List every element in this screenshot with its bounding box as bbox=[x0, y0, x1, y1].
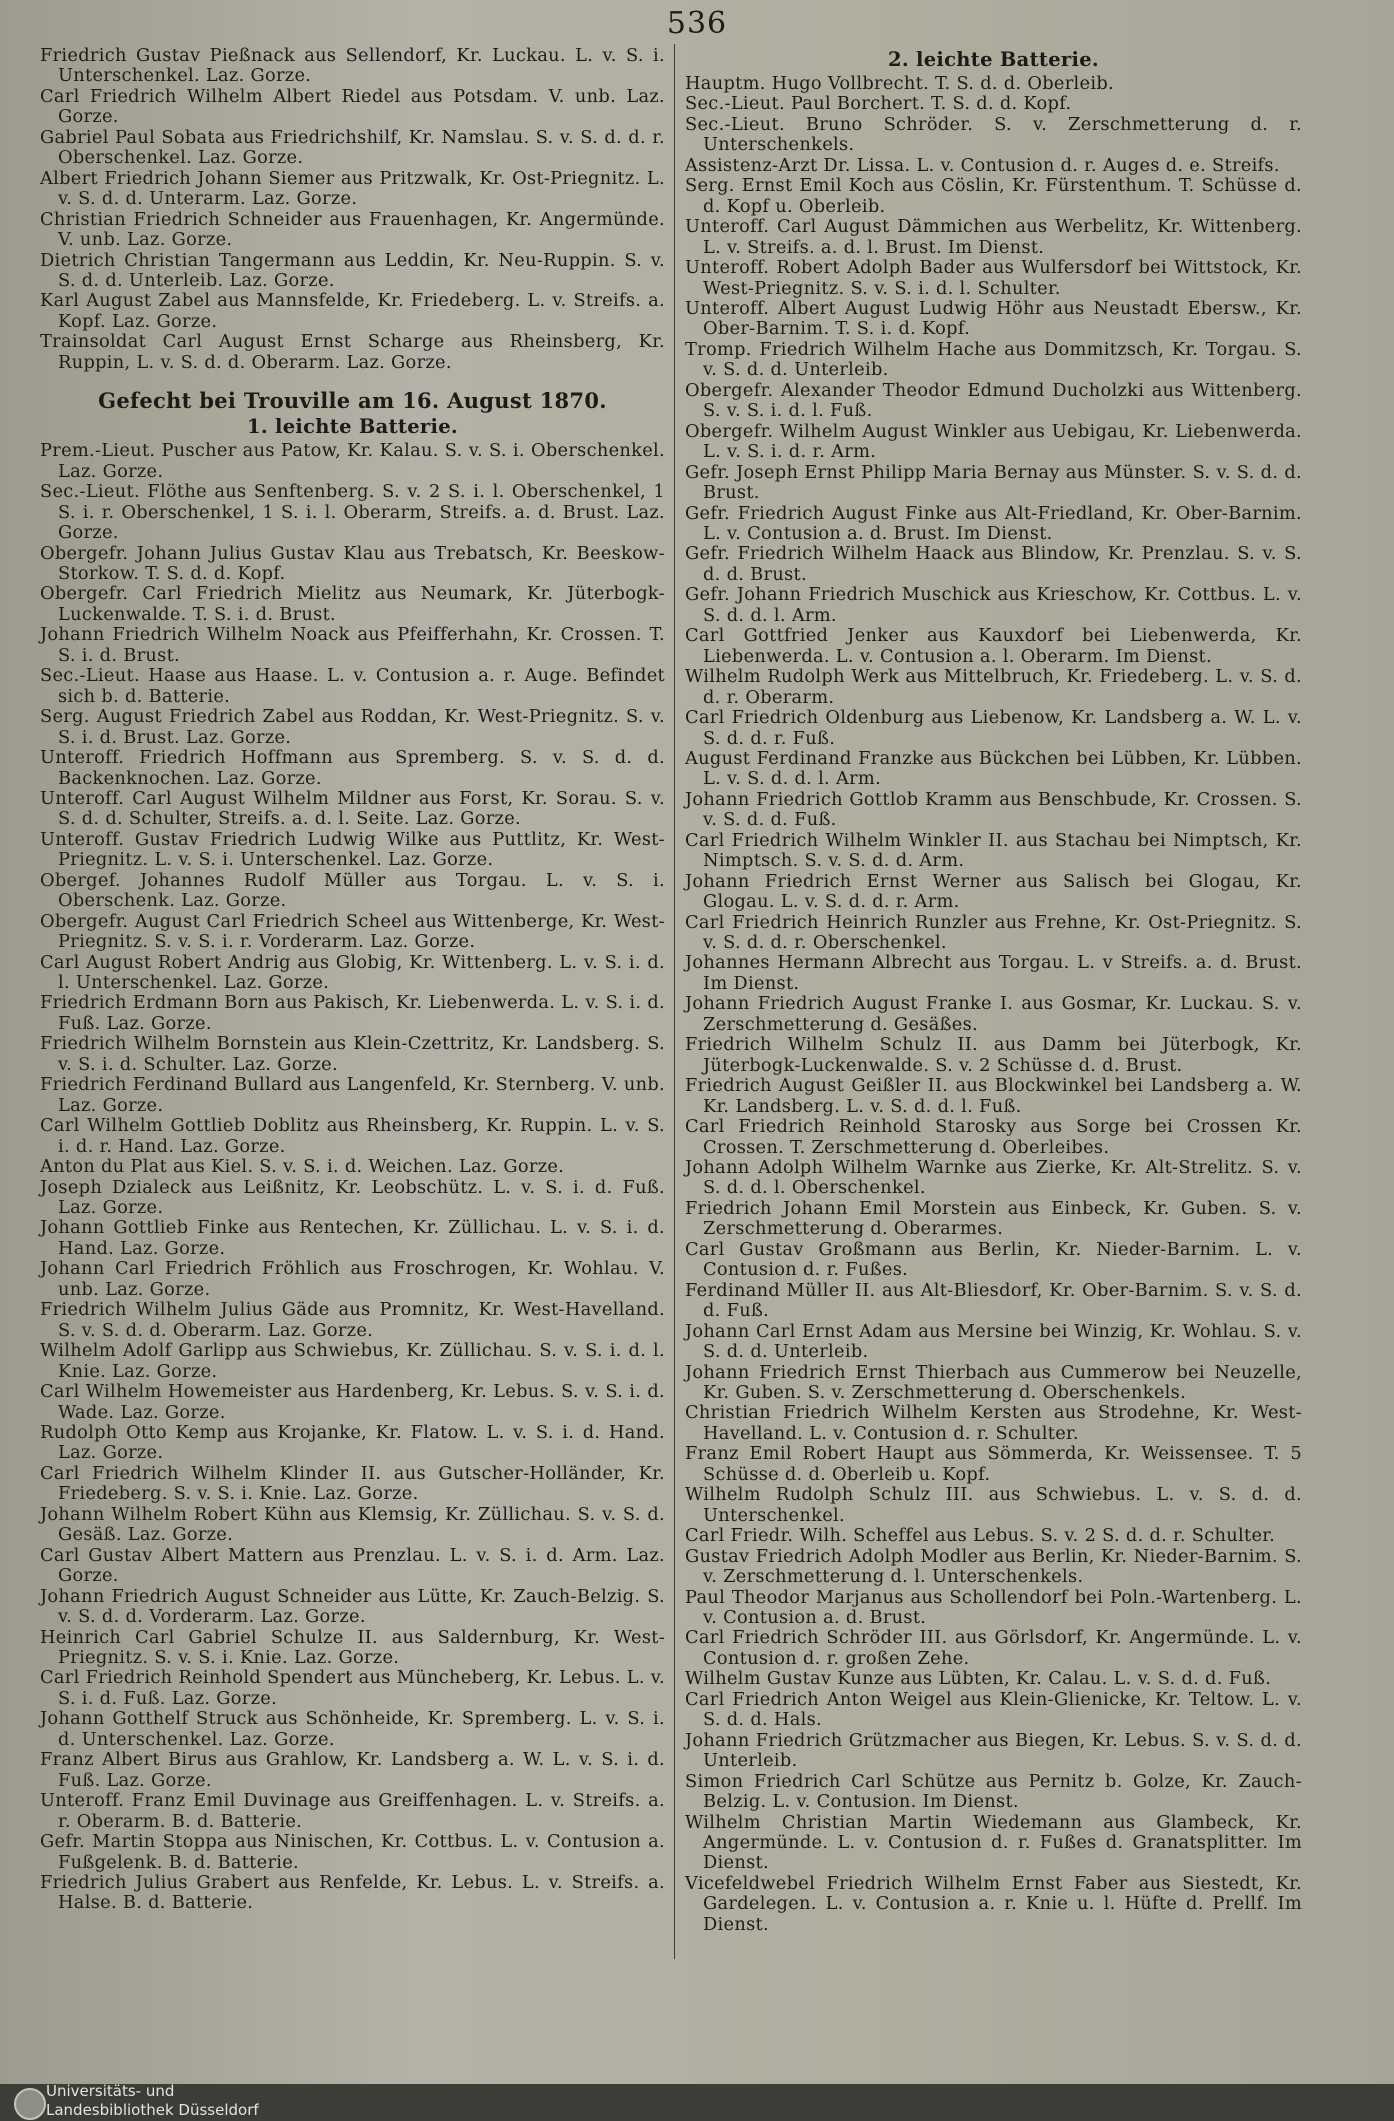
casualty-entry: Wilhelm Rudolph Schulz III. aus Schwiebus. L. v. S. d. d. Unterschenkel. bbox=[685, 1484, 1302, 1526]
casualty-entry: Carl Friedrich Reinhold Starosky aus Sorge bei Crossen Kr. Crossen. T. Zerschmetterung d. Oberleibes. bbox=[685, 1116, 1302, 1158]
casualty-entry: Heinrich Carl Gabriel Schulze II. aus Saldernburg, Kr. West-Priegnitz. S. v. S. i. Knie. Laz. Gorze. bbox=[40, 1626, 665, 1668]
casualty-entry: Friedrich Gustav Pießnack aus Sellendorf, Kr. Luckau. L. v. S. i. Unterschenkel. Laz. Gorze. bbox=[40, 45, 665, 87]
casualty-entry: Karl August Zabel aus Mannsfelde, Kr. Friedeberg. L. v. Streifs. a. Kopf. Laz. Gorze. bbox=[40, 290, 665, 332]
casualty-entry: Carl Friedrich Anton Weigel aus Klein-Glienicke, Kr. Teltow. L. v. S. d. d. Hals. bbox=[685, 1688, 1302, 1731]
library-credit-line-1: Universitäts- und bbox=[46, 2082, 175, 2100]
casualty-entry: Carl August Robert Andrig aus Globig, Kr. Wittenberg. L. v. S. i. d. l. Unterschenkel. Laz. Gorze. bbox=[40, 951, 665, 994]
casualty-entry: Carl Friedrich Heinrich Runzler aus Frehne, Kr. Ost-Priegnitz. S. v. S. d. d. r. Oberschenkel. bbox=[685, 911, 1302, 954]
casualty-entry: Johann Gottlieb Finke aus Rentechen, Kr. Züllichau. L. v. S. i. d. Hand. Laz. Gorze. bbox=[40, 1217, 665, 1259]
casualty-entry: Johann Friedrich Gottlob Kramm aus Benschbude, Kr. Crossen. S. v. S. d. d. Fuß. bbox=[685, 788, 1302, 831]
casualty-entry: Unteroff. Carl August Wilhelm Mildner aus Forst, Kr. Sorau. S. v. S. d. d. Schulter, Streifs. a. d. l. Seite. Laz. Gorze. bbox=[40, 787, 665, 830]
left-column bbox=[40, 46, 665, 1914]
casualty-entry: Gefr. Martin Stoppa aus Ninischen, Kr. Cottbus. L. v. Contusion a. Fußgelenk. B. d. Batterie. bbox=[40, 1831, 665, 1873]
casualty-entry: Trainsoldat Carl August Ernst Scharge aus Rheinsberg, Kr. Ruppin, L. v. S. d. d. Oberarm. Laz. Gorze. bbox=[40, 331, 665, 373]
casualty-entry: Gefr. Friedrich August Finke aus Alt-Friedland, Kr. Ober-Barnim. L. v. Contusion a. d. Brust. Im Dienst. bbox=[685, 502, 1302, 544]
casualty-entry: Unteroff. Gustav Friedrich Ludwig Wilke aus Puttlitz, Kr. West-Priegnitz. L. v. S. i. Unterschenkel. Laz. Gorze. bbox=[40, 828, 665, 871]
casualty-entry: Johann Friedrich August Franke I. aus Gosmar, Kr. Luckau. S. v. Zerschmetterung d. Gesäßes. bbox=[685, 993, 1302, 1035]
casualty-entry: Gefr. Friedrich Wilhelm Haack aus Blindow, Kr. Prenzlau. S. v. S. d. d. Brust. bbox=[685, 543, 1302, 585]
casualty-entry: Obergef. Johannes Rudolf Müller aus Torgau. L. v. S. i. Oberschenk. Laz. Gorze. bbox=[40, 869, 665, 912]
casualty-entry: Vicefeldwebel Friedrich Wilhelm Ernst Faber aus Siestedt, Kr. Gardelegen. L. v. Contusion a. r. Knie u. l. Hüfte d. Prellf. Im Dienst. bbox=[685, 1872, 1302, 1935]
casualty-entry: Johann Friedrich Ernst Werner aus Salisch bei Glogau, Kr. Glogau. L. v. S. d. d. r. Arm. bbox=[685, 870, 1302, 913]
casualty-entry: Johannes Hermann Albrecht aus Torgau. L. v Streifs. a. d. Brust. Im Dienst. bbox=[685, 952, 1302, 994]
casualty-entry: Unteroff. Carl August Dämmichen aus Werbelitz, Kr. Wittenberg. L. v. Streifs. a. d. l. Brust. Im Dienst. bbox=[685, 216, 1302, 258]
casualty-entry: Rudolph Otto Kemp aus Krojanke, Kr. Flatow. L. v. S. i. d. Hand. Laz. Gorze. bbox=[40, 1422, 665, 1464]
casualty-entry: Prem.-Lieut. Puscher aus Patow, Kr. Kalau. S. v. S. i. Oberschenkel. Laz. Gorze. bbox=[40, 440, 665, 482]
casualty-entry: Hauptm. Hugo Vollbrecht. T. S. d. d. Oberleib. bbox=[685, 73, 1114, 94]
casualty-entry: Gefr. Joseph Ernst Philipp Maria Bernay aus Münster. S. v. S. d. d. Brust. bbox=[685, 461, 1302, 504]
casualty-entry: Serg. August Friedrich Zabel aus Roddan, Kr. West-Priegnitz. S. v. S. i. d. Brust. Laz. Gorze. bbox=[40, 706, 665, 748]
casualty-entry: Assistenz-Arzt Dr. Lissa. L. v. Contusion d. r. Auges d. e. Streifs. bbox=[685, 154, 1280, 176]
casualty-entry: Carl Friedrich Wilhelm Klinder II. aus Gutscher-Holländer, Kr. Friedeberg. S. v. S. i. Knie. Laz. Gorze. bbox=[40, 1462, 665, 1505]
casualty-entry: Albert Friedrich Johann Siemer aus Pritzwalk, Kr. Ost-Priegnitz. L. v. S. d. d. Unterarm. Laz. Gorze. bbox=[40, 167, 665, 210]
casualty-entry: Christian Friedrich Wilhelm Kersten aus Strodehne, Kr. West-Havelland. L. v. Contusion d. r. Schulter. bbox=[685, 1402, 1302, 1444]
casualty-entry: Carl Gustav Großmann aus Berlin, Kr. Nieder-Barnim. L. v. Contusion d. r. Fußes. bbox=[685, 1238, 1302, 1281]
casualty-entry: Carl Gustav Albert Mattern aus Prenzlau. L. v. S. i. d. Arm. Laz. Gorze. bbox=[40, 1544, 665, 1587]
casualty-entry: Christian Friedrich Schneider aus Frauenhagen, Kr. Angermünde. V. unb. Laz. Gorze. bbox=[40, 208, 665, 251]
casualty-entry: Unteroff. Franz Emil Duvinage aus Greiffenhagen. L. v. Streifs. a. r. Oberarm. B. d. Batterie. bbox=[40, 1790, 665, 1832]
casualty-entry: Unteroff. Albert August Ludwig Höhr aus Neustadt Ebersw., Kr. Ober-Barnim. T. S. i. d. Kopf. bbox=[685, 297, 1302, 340]
library-credit bbox=[46, 2082, 259, 2120]
casualty-entry: Johann Friedrich August Schneider aus Lütte, Kr. Zauch-Belzig. S. v. S. d. d. Vorderarm. Laz. Gorze. bbox=[40, 1585, 665, 1628]
casualty-entry: Wilhelm Christian Martin Wiedemann aus Glambeck, Kr. Angermünde. L. v. Contusion d. r. Fußes d. Granatsplitter. Im Dienst. bbox=[685, 1811, 1302, 1874]
casualty-entry: Sec.-Lieut. Haase aus Haase. L. v. Contusion a. r. Auge. Befindet sich b. d. Batterie. bbox=[40, 665, 665, 707]
casualty-entry: Sec.-Lieut. Bruno Schröder. S. v. Zerschmetterung d. r. Unterschenkels. bbox=[685, 113, 1302, 156]
casualty-entry: Wilhelm Adolf Garlipp aus Schwiebus, Kr. Züllichau. S. v. S. i. d. l. Knie. Laz. Gorze. bbox=[40, 1340, 665, 1382]
casualty-entry: Dietrich Christian Tangermann aus Leddin, Kr. Neu-Ruppin. S. v. S. d. d. Unterleib. Laz. Gorze. bbox=[40, 249, 665, 291]
casualty-entry: Joseph Dzialeck aus Leißnitz, Kr. Leobschütz. L. v. S. i. d. Fuß. Laz. Gorze. bbox=[40, 1176, 665, 1219]
casualty-entry: Obergefr. August Carl Friedrich Scheel aus Wittenberge, Kr. West-Priegnitz. S. v. S. i. r. Vorderarm. Laz. Gorze. bbox=[40, 910, 665, 953]
casualty-entry: Carl Friedrich Reinhold Spendert aus Müncheberg, Kr. Lebus. L. v. S. i. d. Fuß. Laz. Gorze. bbox=[40, 1667, 665, 1709]
casualty-entry: Franz Emil Robert Haupt aus Sömmerda, Kr. Weissensee. T. 5 Schüsse d. d. Oberleib u. Kopf. bbox=[685, 1443, 1302, 1485]
casualty-entry: Friedrich Wilhelm Julius Gäde aus Promnitz, Kr. West-Havelland. S. v. S. d. d. Oberarm. Laz. Gorze. bbox=[40, 1299, 665, 1341]
casualty-entry: August Ferdinand Franzke aus Bückchen bei Lübben, Kr. Lübben. L. v. S. d. d. l. Arm. bbox=[685, 747, 1302, 790]
section-heading: 1. leichte Batterie. bbox=[246, 415, 459, 439]
casualty-entry: Sec.-Lieut. Paul Borchert. T. S. d. d. Kopf. bbox=[685, 93, 1072, 115]
casualty-entry: Carl Wilhelm Gottlieb Doblitz aus Rheinsberg, Kr. Ruppin. L. v. S. i. d. r. Hand. Laz. Gorze. bbox=[40, 1115, 665, 1157]
casualty-entry: Carl Friedr. Wilh. Scheffel aus Lebus. S. v. 2 S. d. d. r. Schulter. bbox=[685, 1525, 1276, 1547]
casualty-entry: Paul Theodor Marjanus aus Schollendorf bei Poln.-Wartenberg. L. v. Contusion a. d. Brust. bbox=[685, 1586, 1302, 1628]
casualty-entry: Friedrich Wilhelm Bornstein aus Klein-Czettritz, Kr. Landsberg. S. v. S. i. d. Schulter. Laz. Gorze. bbox=[40, 1033, 665, 1075]
casualty-entry: Serg. Ernst Emil Koch aus Cöslin, Kr. Fürstenthum. T. Schüsse d. d. Kopf u. Oberleib. bbox=[685, 175, 1302, 217]
casualty-entry: Carl Friedrich Wilhelm Winkler II. aus Stachau bei Nimptsch, Kr. Nimptsch. S. v. S. d. d. Arm. bbox=[685, 829, 1302, 872]
casualty-entry: Carl Wilhelm Howemeister aus Hardenberg, Kr. Lebus. S. v. S. i. d. Wade. Laz. Gorze. bbox=[40, 1381, 665, 1423]
casualty-entry: Obergefr. Johann Julius Gustav Klau aus Trebatsch, Kr. Beeskow-Storkow. T. S. d. d. Kopf. bbox=[40, 542, 665, 584]
university-seal-icon bbox=[14, 2088, 46, 2120]
casualty-entry: Friedrich Wilhelm Schulz II. aus Damm bei Jüterbogk, Kr. Jüterbogk-Luckenwalde. S. v. 2 Schüsse d. d. Brust. bbox=[685, 1034, 1302, 1076]
casualty-entry: Friedrich August Geißler II. aus Blockwinkel bei Landsberg a. W. Kr. Landsberg. L. v. S. d. d. l. Fuß. bbox=[685, 1075, 1302, 1117]
casualty-entry: Friedrich Julius Grabert aus Renfelde, Kr. Lebus. L. v. Streifs. a. Halse. B. d. Batterie. bbox=[40, 1871, 665, 1914]
casualty-entry: Johann Friedrich Wilhelm Noack aus Pfeifferhahn, Kr. Crossen. T. S. i. d. Brust. bbox=[40, 624, 665, 666]
casualty-entry: Obergefr. Alexander Theodor Edmund Ducholzki aus Wittenberg. S. v. S. i. d. l. Fuß. bbox=[685, 379, 1302, 422]
casualty-entry: Wilhelm Rudolph Werk aus Mittelbruch, Kr. Friedeberg. L. v. S. d. d. r. Oberarm. bbox=[685, 666, 1302, 708]
casualty-entry: Simon Friedrich Carl Schütze aus Pernitz b. Golze, Kr. Zauch-Belzig. L. v. Contusion. Im Dienst. bbox=[685, 1770, 1302, 1813]
casualty-entry: Johann Friedrich Grützmacher aus Biegen, Kr. Lebus. S. v. S. d. d. Unterleib. bbox=[685, 1729, 1302, 1772]
casualty-entry: Johann Carl Ernst Adam aus Mersine bei Winzig, Kr. Wohlau. S. v. S. d. d. Unterleib. bbox=[685, 1320, 1302, 1363]
casualty-entry: Johann Friedrich Ernst Thierbach aus Cummerow bei Neuzelle, Kr. Guben. S. v. Zerschmetterung d. Oberschenkels. bbox=[685, 1361, 1302, 1403]
column-divider bbox=[674, 44, 675, 1959]
page-number: 536 bbox=[666, 6, 728, 41]
section-heading: Gefecht bei Trouville am 16. August 1870. bbox=[98, 388, 607, 414]
casualty-entry: Friedrich Ferdinand Bullard aus Langenfeld, Kr. Sternberg. V. unb. Laz. Gorze. bbox=[40, 1074, 665, 1116]
casualty-entry: Carl Friedrich Wilhelm Albert Riedel aus Potsdam. V. unb. Laz. Gorze. bbox=[40, 85, 665, 128]
library-credit-line-2: Landesbibliothek Düsseldorf bbox=[46, 2101, 259, 2119]
casualty-entry: Tromp. Friedrich Wilhelm Hache aus Dommitzsch, Kr. Torgau. S. v. S. d. d. Unterleib. bbox=[685, 338, 1302, 381]
casualty-entry: Friedrich Erdmann Born aus Pakisch, Kr. Liebenwerda. L. v. S. i. d. Fuß. Laz. Gorze. bbox=[40, 992, 665, 1034]
casualty-entry: Carl Gottfried Jenker aus Kauxdorf bei Liebenwerda, Kr. Liebenwerda. L. v. Contusion a. l. Oberarm. Im Dienst. bbox=[685, 625, 1302, 667]
casualty-entry: Anton du Plat aus Kiel. S. v. S. i. d. Weichen. Laz. Gorze. bbox=[40, 1156, 565, 1178]
casualty-entry: Sec.-Lieut. Flöthe aus Senftenberg. S. v. 2 S. i. l. Oberschenkel, 1 S. i. r. Oberschenkel, 1 S. i. l. Oberarm, Streifs. a. d. Brust. Laz. Gorze. bbox=[40, 481, 665, 544]
casualty-entry: Gabriel Paul Sobata aus Friedrichshilf, Kr. Namslau. S. v. S. d. d. r. Oberschenkel. Laz. Gorze. bbox=[40, 126, 665, 169]
casualty-entry: Unteroff. Friedrich Hoffmann aus Spremberg. S. v. S. d. d. Backenknochen. Laz. Gorze. bbox=[40, 747, 665, 789]
casualty-entry: Obergefr. Carl Friedrich Mielitz aus Neumark, Kr. Jüterbogk-Luckenwalde. T. S. i. d. Brust. bbox=[40, 583, 665, 625]
casualty-entry: Obergefr. Wilhelm August Winkler aus Uebigau, Kr. Liebenwerda. L. v. S. i. d. r. Arm. bbox=[685, 420, 1302, 463]
casualty-entry: Johann Carl Friedrich Fröhlich aus Froschrogen, Kr. Wohlau. V. unb. Laz. Gorze. bbox=[40, 1258, 665, 1300]
casualty-entry: Ferdinand Müller II. aus Alt-Bliesdorf, Kr. Ober-Barnim. S. v. S. d. d. Fuß. bbox=[685, 1279, 1302, 1322]
right-column bbox=[685, 46, 1302, 1935]
casualty-entry: Gustav Friedrich Adolph Modler aus Berlin, Kr. Nieder-Barnim. S. v. Zerschmetterung d. l. Unterschenkels. bbox=[685, 1545, 1302, 1588]
casualty-entry: Gefr. Johann Friedrich Muschick aus Krieschow, Kr. Cottbus. L. v. S. d. d. l. Arm. bbox=[685, 584, 1302, 626]
casualty-entry: Johann Adolph Wilhelm Warnke aus Zierke, Kr. Alt-Strelitz. S. v. S. d. d. l. Oberschenkel. bbox=[685, 1157, 1302, 1199]
casualty-entry: Carl Friedrich Schröder III. aus Görlsdorf, Kr. Angermünde. L. v. Contusion d. r. großen Zehe. bbox=[685, 1627, 1302, 1669]
section-heading: 2. leichte Batterie. bbox=[887, 48, 1100, 71]
casualty-entry: Johann Gotthelf Struck aus Schönheide, Kr. Spremberg. L. v. S. i. d. Unterschenkel. Laz. Gorze. bbox=[40, 1708, 665, 1750]
casualty-entry: Franz Albert Birus aus Grahlow, Kr. Landsberg a. W. L. v. S. i. d. Fuß. Laz. Gorze. bbox=[40, 1749, 665, 1791]
casualty-entry: Johann Wilhelm Robert Kühn aus Klemsig, Kr. Züllichau. S. v. S. d. Gesäß. Laz. Gorze. bbox=[40, 1503, 665, 1546]
casualty-entry: Friedrich Johann Emil Morstein aus Einbeck, Kr. Guben. S. v. Zerschmetterung d. Oberarmes. bbox=[685, 1197, 1302, 1240]
casualty-entry: Unteroff. Robert Adolph Bader aus Wulfersdorf bei Wittstock, Kr. West-Priegnitz. S. v. S. i. d. l. Schulter. bbox=[685, 257, 1302, 299]
casualty-entry: Wilhelm Gustav Kunze aus Lübten, Kr. Calau. L. v. S. d. d. Fuß. bbox=[685, 1668, 1272, 1690]
casualty-entry: Carl Friedrich Oldenburg aus Liebenow, Kr. Landsberg a. W. L. v. S. d. d. r. Fuß. bbox=[685, 707, 1302, 749]
